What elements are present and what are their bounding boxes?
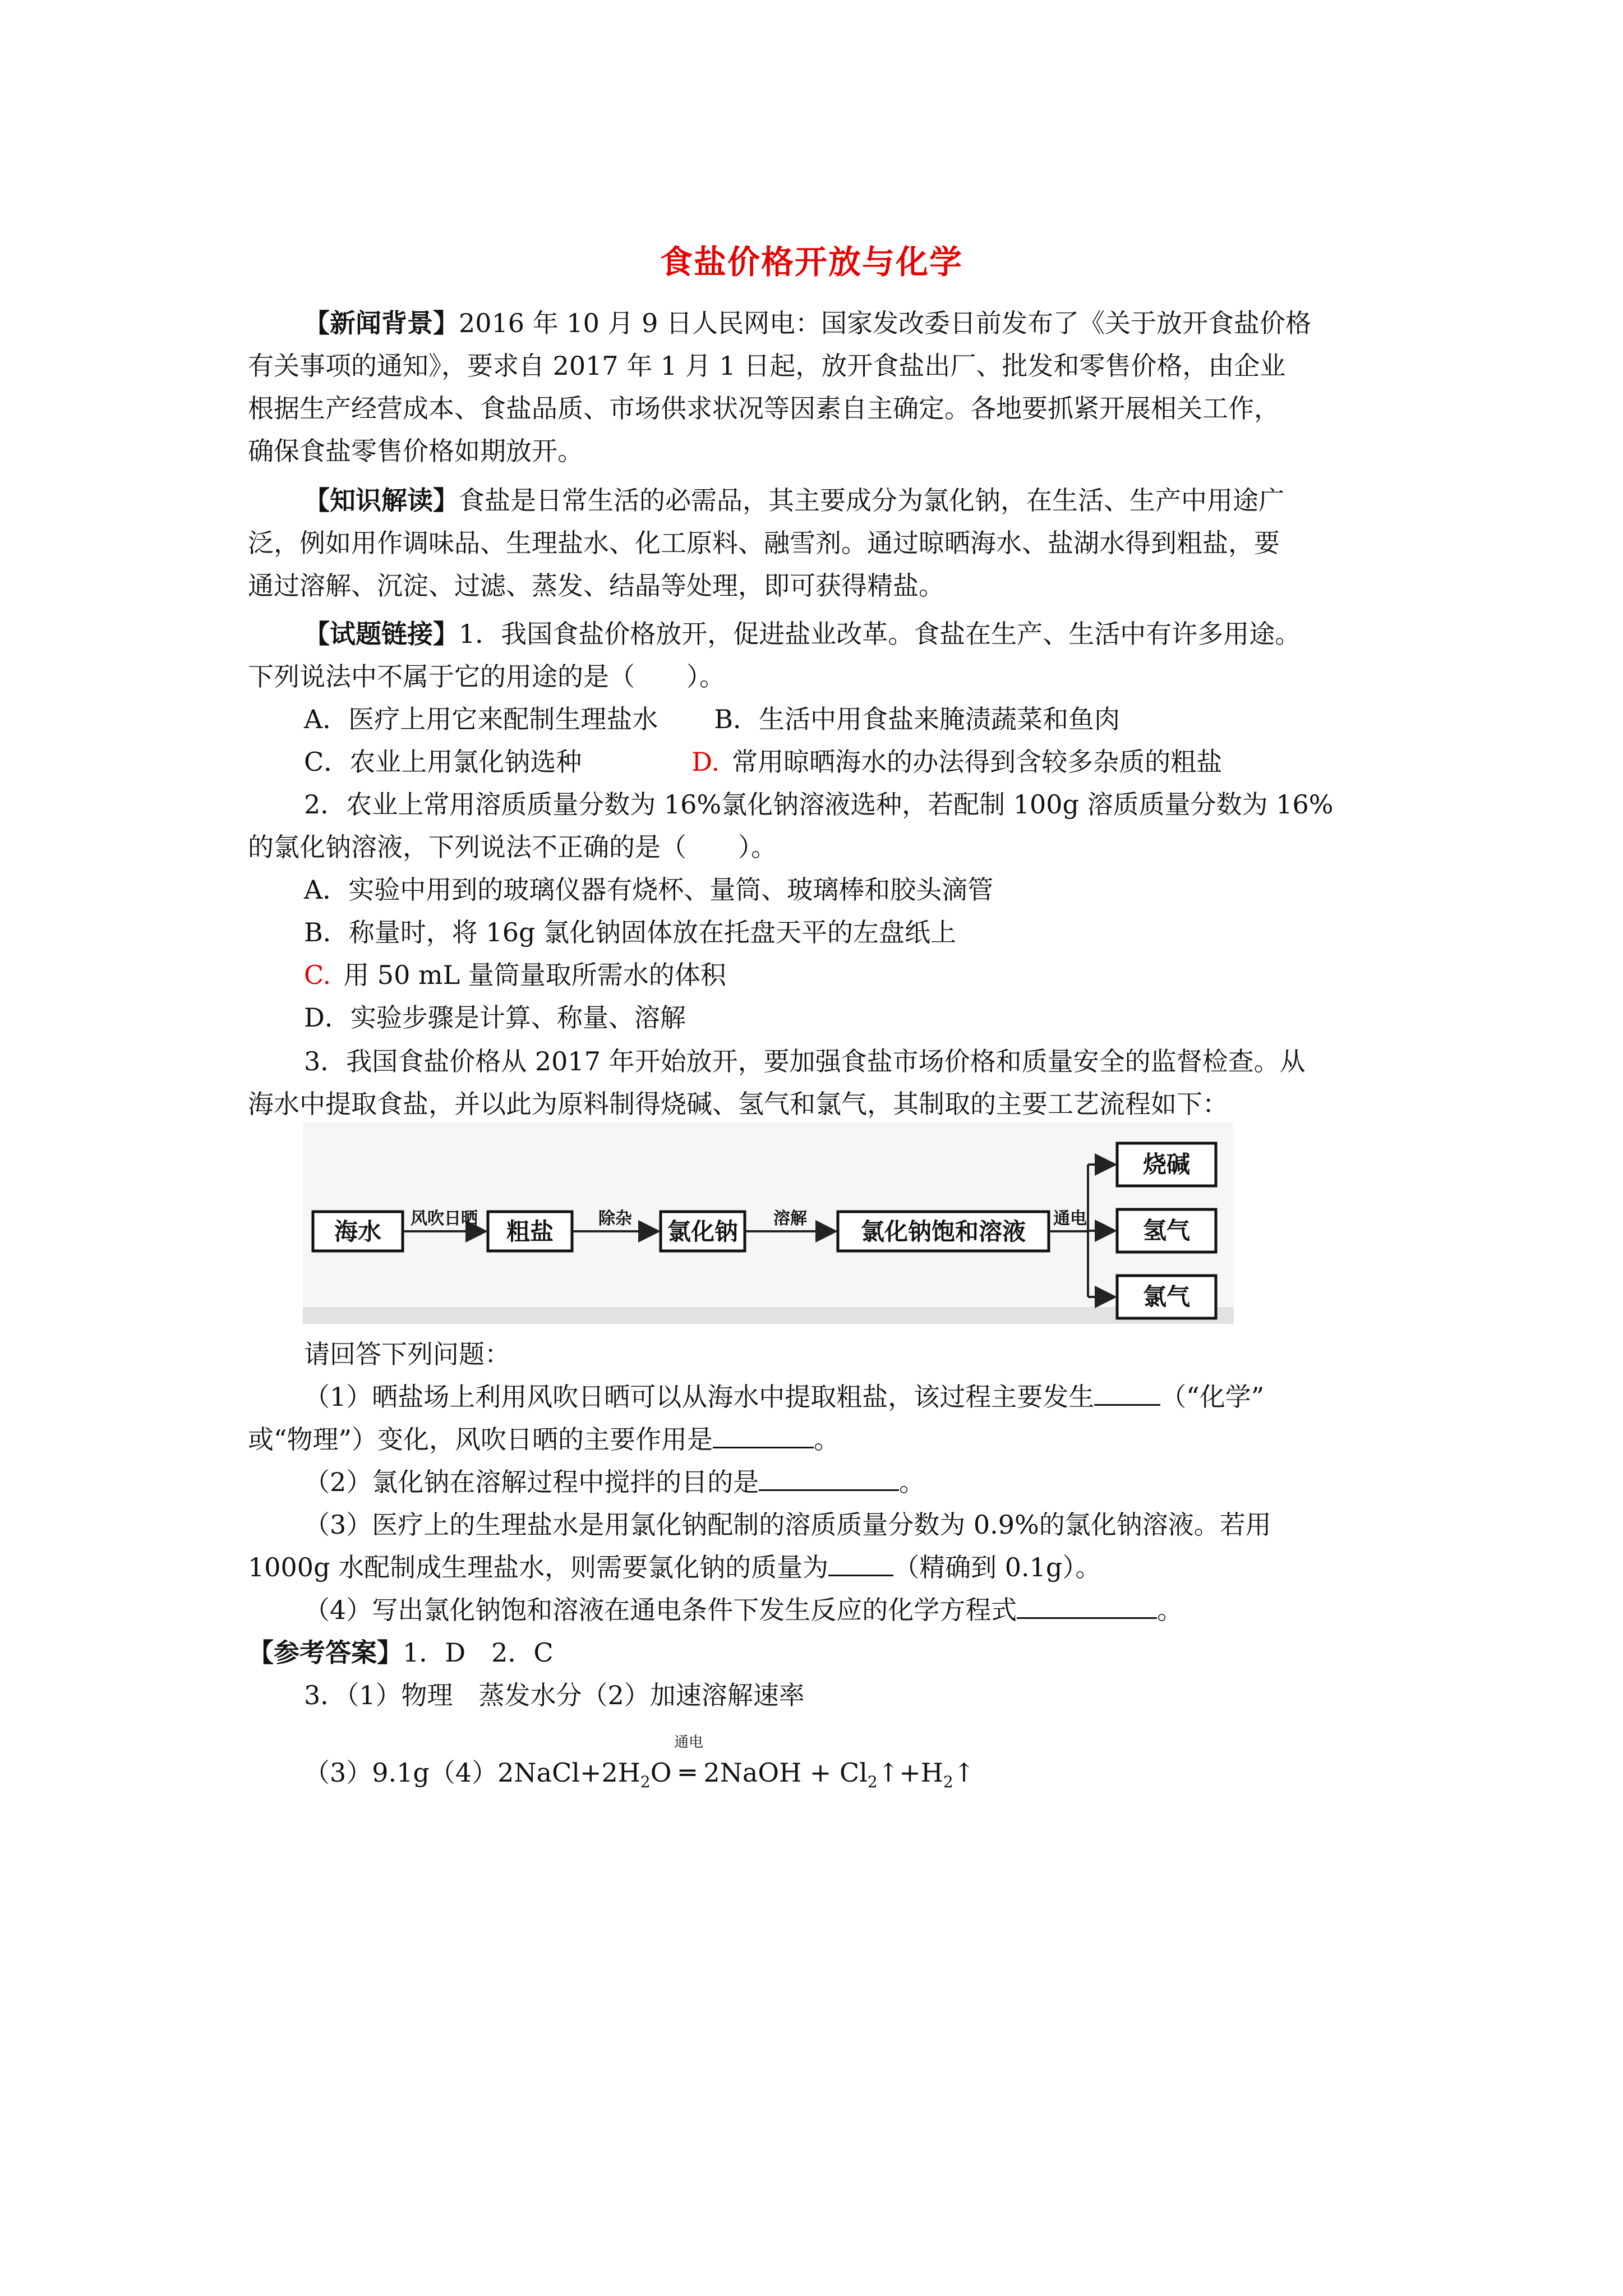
knowledge-head: 【知识解读】 bbox=[304, 485, 459, 516]
flow-label-seawater: 海水 bbox=[334, 1218, 382, 1245]
knowledge-line-2: 泛，例如用作调味品、生理盐水、化工原料、融雪剂。通过晾晒海水、盐湖水得到粗盐，要 bbox=[248, 528, 1280, 558]
answer-blank-2[interactable] bbox=[713, 1424, 814, 1448]
answers-line-2: 3．（1）物理 蒸发水分（2）加速溶解速率 bbox=[304, 1680, 805, 1710]
subq-4: （4）写出氯化钠饱和溶液在通电条件下发生反应的化学方程式 。 bbox=[304, 1595, 1183, 1625]
q1-options-cd bbox=[304, 745, 1222, 779]
electrolysis-equals: 通电 ═ bbox=[674, 1734, 704, 1788]
flow-label-saturated-solution: 氯化钠饱和溶液 bbox=[860, 1218, 1026, 1245]
flow-label-crude-salt: 粗盐 bbox=[506, 1218, 554, 1245]
q1-option-c: C．农业上用氯化钠选种 bbox=[304, 747, 582, 777]
answer-blank-5[interactable] bbox=[1017, 1595, 1157, 1619]
q1-option-a: A．医疗上用它来配制生理盐水 bbox=[304, 704, 658, 734]
flow-step-purify: 除杂 bbox=[598, 1209, 632, 1228]
q1-line-1: 【试题链接】1．我国食盐价格放开，促进盐业改革。食盐在生产、生活中有许多用途。 bbox=[304, 619, 1301, 649]
flow-step-electrolysis: 通电 bbox=[1053, 1209, 1087, 1228]
subq-2: （2）氯化钠在溶解过程中搅拌的目的是 。 bbox=[304, 1467, 925, 1497]
answers-line-1: 【参考答案】1．D 2．C bbox=[248, 1637, 554, 1668]
answer-blank-1[interactable] bbox=[1094, 1382, 1160, 1406]
q2-line-1: 2．农业上常用溶质质量分数为 16%氯化钠溶液选种，若配制 100g 溶质质量分数为 16% bbox=[304, 789, 1334, 820]
flow-label-chlorine: 氯气 bbox=[1142, 1283, 1191, 1310]
q2-option-c-letter: C. bbox=[304, 960, 331, 990]
q1-option-d: 常用晾晒海水的办法得到含较多杂质的粗盐 bbox=[732, 747, 1223, 777]
flow-step-dissolve: 溶解 bbox=[773, 1209, 807, 1228]
subq-3-line-2: 1000g 水配制成生理盐水，则需要氯化钠的质量为 （精确到 0.1g）。 bbox=[248, 1552, 1101, 1582]
q3-line-2: 海水中提取食盐，并以此为原料制得烧碱、氢气和氯气，其制取的主要工艺流程如下： bbox=[248, 1089, 1228, 1119]
q2-option-c: 用 50 mL 量筒量取所需水的体积 bbox=[343, 960, 726, 990]
process-flow-diagram bbox=[303, 1122, 1234, 1324]
flow-label-hydrogen: 氢气 bbox=[1142, 1217, 1191, 1244]
q1-option-d-letter: D. bbox=[691, 747, 720, 777]
news-line-2: 有关事项的通知》，要求自 2017 年 1 月 1 日起，放开食盐出厂、批发和零售价格，由企业 bbox=[248, 351, 1286, 381]
q1-options-ab bbox=[304, 702, 1120, 736]
q2-option-c-row bbox=[304, 958, 726, 992]
q3-line-1: 3．我国食盐价格从 2017 年开始放开，要加强食盐市场价格和质量安全的监督检查。从 bbox=[304, 1046, 1306, 1076]
knowledge-line-1: 【知识解读】食盐是日常生活的必需品，其主要成分为氯化钠，在生活、生产中用途广 bbox=[304, 485, 1284, 516]
subq-1-line-2: 或“物理”）变化，风吹日晒的主要作用是 。 bbox=[248, 1424, 840, 1455]
questions-head: 【试题链接】 bbox=[304, 619, 459, 649]
answer-blank-3[interactable] bbox=[759, 1467, 899, 1491]
answer-blank-4[interactable] bbox=[828, 1552, 893, 1576]
news-line-4: 确保食盐零售价格如期放开。 bbox=[248, 436, 583, 466]
knowledge-line-3: 通过溶解、沉淀、过滤、蒸发、结晶等处理，即可获得精盐。 bbox=[248, 570, 944, 601]
q2-option-b: B．称量时，将 16g 氯化钠固体放在托盘天平的左盘纸上 bbox=[304, 917, 957, 947]
q1-option-b: B．生活中用食盐来腌渍蔬菜和鱼肉 bbox=[714, 704, 1121, 734]
q1-line-2: 下列说法中不属于它的用途的是（ ）。 bbox=[248, 661, 725, 692]
news-head: 【新闻背景】 bbox=[304, 308, 459, 338]
news-line-3: 根据生产经营成本、食盐品质、市场供求状况等因素自主确定。各地要抓紧开展相关工作， bbox=[248, 393, 1280, 424]
flow-label-caustic-soda: 烧碱 bbox=[1142, 1151, 1191, 1178]
subq-1-line-1: （1）晒盐场上利用风吹日晒可以从海水中提取粗盐，该过程主要发生 （“化学” bbox=[304, 1382, 1265, 1412]
answers-equation: $(3)9.1g(4)2NaCl+2H_2O$ 通电 ═ 2NaOH + $Cl_2↑+H_2↑$ bbox=[304, 1734, 975, 1792]
news-line-1: 【新闻背景】2016 年 10 月 9 日人民网电：国家发改委日前发布了《关于放开食盐价格 bbox=[304, 308, 1311, 338]
flow-step-wind-sun: 风吹日晒 bbox=[411, 1209, 478, 1228]
q2-option-a: A．实验中用到的玻璃仪器有烧杯、量筒、玻璃棒和胶头滴管 bbox=[304, 875, 994, 905]
subq-3-line-1: （3）医疗上的生理盐水是用氯化钠配制的溶质质量分数为 0.9%的氯化钠溶液。若用 bbox=[304, 1510, 1271, 1540]
flow-label-nacl: 氯化钠 bbox=[667, 1218, 739, 1245]
page-title: 食盐价格开放与化学 bbox=[660, 243, 963, 281]
q2-line-2: 的氯化钠溶液，下列说法不正确的是（ ）。 bbox=[248, 832, 777, 862]
q2-option-d: D．实验步骤是计算、称量、溶解 bbox=[304, 1002, 686, 1033]
subq-intro: 请回答下列问题： bbox=[304, 1339, 510, 1369]
answers-head: 【参考答案】 bbox=[248, 1637, 403, 1668]
